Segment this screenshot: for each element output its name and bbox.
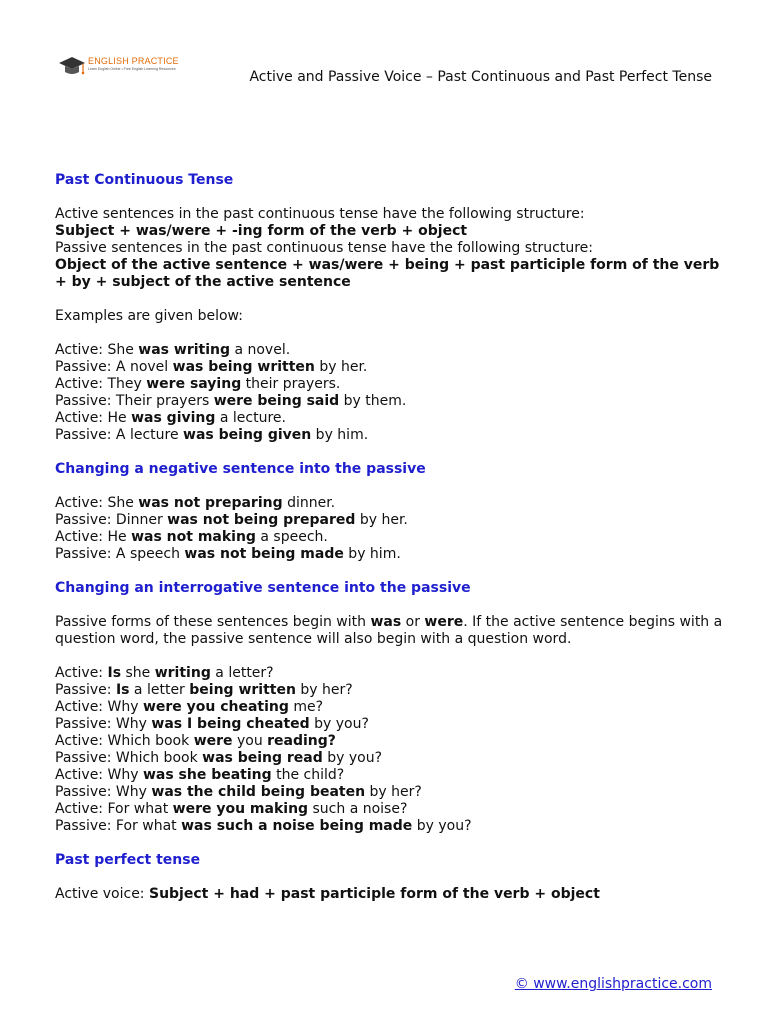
active-structure-formula: Subject + was/were + -ing form of the verb + object — [55, 223, 468, 239]
example-line: Active: He was giving a lecture. — [55, 410, 286, 426]
document-body — [55, 172, 725, 903]
example-line: Passive: Why was I being cheated by you? — [55, 716, 369, 732]
example-line: Passive: Why was the child being beaten by her? — [55, 784, 422, 800]
example-line: Passive: Which book was being read by you? — [55, 750, 383, 766]
example-line: Passive: A speech was not being made by him. — [55, 546, 401, 562]
passive-structure-formula: Object of the active sentence + was/were + being + past participle form of the verb + by + subject of the active sentence — [55, 257, 720, 290]
document-title: Active and Passive Voice – Past Continuous and Past Perfect Tense — [249, 69, 712, 85]
example-line: Active: He was not making a speech. — [55, 529, 328, 545]
examples-intro: Examples are given below: — [55, 308, 243, 324]
interrogative-intro: Passive forms of these sentences begin with was or were. If the active sentence begins with a question word, the passive sentence will also begin with a question word. — [55, 614, 723, 647]
example-line: Active: Which book were you reading? — [55, 733, 336, 749]
example-line: Active: Why was she beating the child? — [55, 767, 345, 783]
example-line: Active: Why were you cheating me? — [55, 699, 324, 715]
passive-structure-intro: Passive sentences in the past continuous tense have the following structure: — [55, 240, 594, 256]
example-line: Passive: Is a letter being written by her? — [55, 682, 353, 698]
example-line: Passive: Dinner was not being prepared by her. — [55, 512, 408, 528]
example-line: Passive: For what was such a noise being made by you? — [55, 818, 472, 834]
logo — [57, 52, 187, 80]
graduation-cap-icon — [57, 54, 87, 78]
active-structure-intro: Active sentences in the past continuous tense have the following structure: — [55, 206, 585, 222]
example-line: Active: For what were you making such a noise? — [55, 801, 408, 817]
section-heading-past-perfect: Past perfect tense — [55, 852, 201, 868]
example-line: Active: They were saying their prayers. — [55, 376, 341, 392]
past-perfect-active-structure: Active voice: Subject + had + past participle form of the verb + object — [55, 886, 600, 902]
section-heading-past-continuous: Past Continuous Tense — [55, 172, 234, 188]
example-line: Active: Is she writing a letter? — [55, 665, 274, 681]
example-line: Active: She was writing a novel. — [55, 342, 291, 358]
logo-name: ENGLISH PRACTICE — [88, 56, 179, 66]
logo-tagline: Learn English Online • Free English Learning Resources — [88, 67, 176, 71]
section-heading-interrogative: Changing an interrogative sentence into the passive — [55, 580, 471, 596]
section-heading-negative: Changing a negative sentence into the passive — [55, 461, 426, 477]
footer-website-link[interactable]: © www.englishpractice.com — [514, 976, 712, 992]
example-line: Passive: Their prayers were being said by them. — [55, 393, 407, 409]
example-line: Passive: A lecture was being given by him. — [55, 427, 369, 443]
example-line: Passive: A novel was being written by her. — [55, 359, 368, 375]
example-line: Active: She was not preparing dinner. — [55, 495, 336, 511]
